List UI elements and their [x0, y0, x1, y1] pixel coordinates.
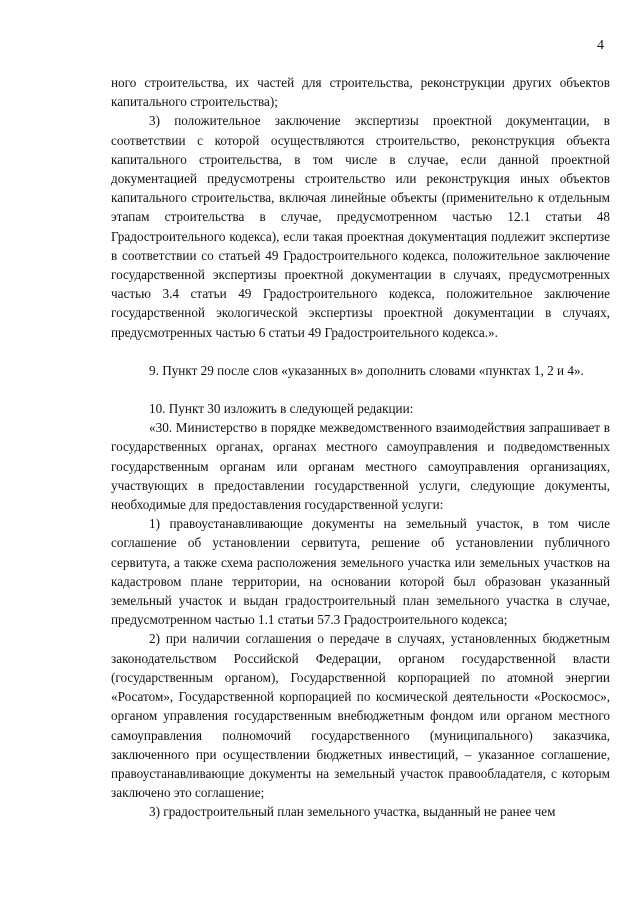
paragraph-subitem-2: 2) при наличии соглашения о передаче в случаях, установленных бюджетным законодательством Российской Федерации, органом государственной власти (государственным органом), Государственной корпорацией по атомной энергии «Росатом», Государственной корпорацией по космической деятельности «Роскосмос», органом управления государственным внебюджетным фондом или органом местного самоуправления полномочий государственного (муниципального) заказчика, заключенного при осуществлении бюджетных инвестиций, – указанное соглашение, правоустанавливающие документы на земельный участок правообладателя, с которым заключено это соглашение;: [111, 631, 610, 801]
page-number: 4: [597, 38, 604, 53]
document-body: [111, 73, 610, 822]
paragraph-amendment-9: 9. Пункт 29 после слов «указанных в» дополнить словами «пунктах 1, 2 и 4».: [149, 362, 584, 378]
paragraph-continuation: ного строительства, их частей для строительства, реконструкции других объектов капитального строительства);: [111, 75, 610, 110]
paragraph-subitem-3: 3) градостроительный план земельного участка, выданный не ранее чем: [149, 804, 556, 820]
paragraph-point-30: «30. Министерство в порядке межведомственного взаимодействия запрашивает в государственных органах, органах местного самоуправления и подведомственных государственным органам или органам местного самоуправления организациях, участвующих в предоставлении государственной услуги, следующие документы, необходимые для предоставления государственной услуги:: [111, 420, 610, 513]
paragraph-subitem-1: 1) правоустанавливающие документы на земельный участок, в том числе соглашение об установлении сервитута, решение об установлении публичного сервитута, а также схема расположения земельного участка или земельных участков на кадастровом плане территории, на основании которой был образован указанный земельный участок и выдан градостроительный план земельного участка в случае, предусмотренном частью 1.1 статьи 57.3 Градостроительного кодекса;: [111, 516, 610, 628]
paragraph-amendment-10: 10. Пункт 30 изложить в следующей редакции:: [149, 401, 414, 417]
paragraph-item-3-expertise: 3) положительное заключение экспертизы проектной документации, в соответствии с которой осуществляются строительство, реконструкция объекта капитального строительства, в том числе в случае, если данной проектной документацией предусмотрены строительство или реконструкция иных объектов капитального строительства, включая линейные объекты (применительно к отдельным этапам строительства в случае, предусмотренном частью 12.1 статьи 48 Градостроительного кодекса), если такая проектная документация подлежит экспертизе в соответствии со статьей 49 Градостроительного кодекса, положительное заключение государственной экспертизы проектной документации в случаях, предусмотренных частью 3.4 статьи 49 Градостроительного кодекса, положительное заключение государственной экологической экспертизы проектной документации в случаях, предусмотренных частью 6 статьи 49 Градостроительного кодекса.».: [111, 113, 610, 340]
